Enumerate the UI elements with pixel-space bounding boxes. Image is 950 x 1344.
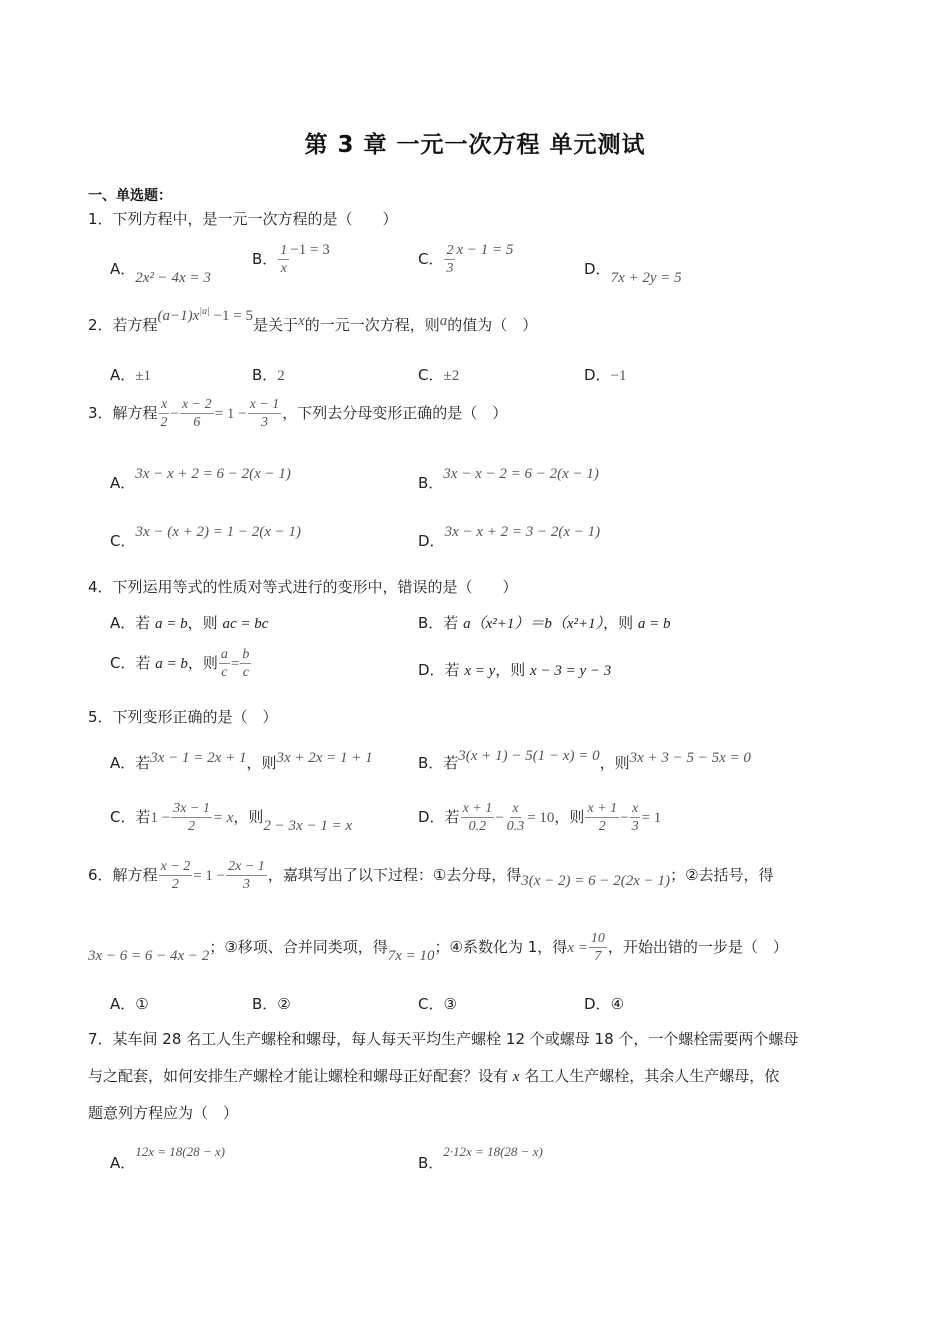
fraction: $\frac{1}{x}$ — [280, 243, 288, 276]
q3-option-c[interactable]: C．3x − (x + 2) = 1 − 2(x − 1) — [110, 524, 302, 550]
q7-option-a[interactable]: A．12x = 18(28 − x) — [110, 1144, 226, 1172]
option-expr: −1 = 3 — [290, 242, 330, 258]
question-7-line3: 题意列方程应为（ ） — [88, 1104, 239, 1122]
q3-option-a[interactable]: A．3x − x + 2 = 6 − 2(x − 1) — [110, 466, 291, 492]
question-2-stem: 2．若方程$(a-1)x^{|a|} -1 = 5$是关于x的一元一次方程，则a的值为（ ） — [88, 306, 538, 334]
q6-option-b[interactable]: B．② — [252, 995, 291, 1013]
q4-option-b[interactable]: B．若 a（x²+1）＝b（x²+1），则 a = b — [418, 614, 671, 632]
q5-option-c[interactable]: C．若1 − $\frac{3x - 1}{2}$ = x，则2 − 3x − 1 = x — [110, 801, 353, 834]
question-3-stem: 3．解方程 $\frac{x}{2}$ − $\frac{x - 2}{6}$ = 1 − $\frac{x - 1}{3}$ ，下列去分母变形正确的是（ ） — [88, 397, 508, 430]
q2-option-d[interactable]: D．−1 — [584, 366, 627, 384]
q7-option-b[interactable]: B．2·12x = 18(28 − x) — [418, 1144, 543, 1172]
option-label: A． — [110, 260, 136, 278]
q2-option-c[interactable]: C．±2 — [418, 366, 460, 384]
option-label: B． — [252, 250, 278, 268]
option-label: C． — [418, 250, 444, 268]
q4-option-d[interactable]: D．若 x = y，则 x − 3 = y − 3 — [418, 661, 612, 679]
section-heading: 一、单选题： — [88, 188, 172, 204]
page-title: 第 3 章 一元一次方程 单元测试 — [304, 132, 646, 158]
q5-option-d[interactable]: D．若 $\frac{x + 1}{0.2}$ − $\frac{x}{0.3}$ = 10，则 $\frac{x + 1}{2}$ − $\frac{x}{3}$ = 1 — [418, 801, 662, 834]
q1-option-d[interactable] — [584, 258, 682, 286]
q5-option-a[interactable]: A．若3x − 1 = 2x + 1，则3x + 2x = 1 + 1 — [110, 750, 373, 772]
q2-option-b[interactable]: B．2 — [252, 366, 285, 384]
q2-option-a[interactable]: A．±1 — [110, 366, 151, 384]
q5-option-b[interactable]: B．若3(x + 1) − 5(1 − x) = 0，则3x + 3 − 5 − 5x = 0 — [418, 748, 751, 772]
option-expr: x − 1 = 5 — [456, 242, 514, 258]
question-4-stem: 4．下列运用等式的性质对等式进行的变形中，错误的是（ ） — [88, 578, 518, 596]
option-expr: 2x² − 4x = 3 — [135, 270, 211, 286]
q3-option-d[interactable]: D．3x − x + 2 = 3 − 2(x − 1) — [418, 524, 601, 550]
q6-option-d[interactable]: D．④ — [584, 995, 625, 1013]
option-expr: 7x + 2y = 5 — [610, 270, 682, 286]
question-5-stem: 5．下列变形正确的是（ ） — [88, 708, 278, 726]
question-1-stem: 1．下列方程中，是一元一次方程的是（ ） — [88, 210, 398, 228]
option-label: D． — [584, 260, 611, 278]
fraction: $\frac{2}{3}$ — [446, 243, 454, 276]
question-7-line1: 7．某车间 28 名工人生产螺栓和螺母，每人每天平均生产螺栓 12 个或螺母 18 个，一个螺栓需要两个螺母 — [88, 1030, 799, 1048]
q1-option-c[interactable] — [418, 242, 513, 277]
q3-option-b[interactable]: B．3x − x − 2 = 6 − 2(x − 1) — [418, 466, 599, 492]
q4-option-c[interactable]: C．若 a = b，则 $\frac{a}{c}$ = $\frac{b}{c}$ — [110, 647, 250, 680]
q1-option-a[interactable] — [110, 258, 211, 286]
q6-option-c[interactable]: C．③ — [418, 995, 457, 1013]
q1-option-b[interactable] — [252, 242, 330, 277]
question-7-line2: 与之配套，如何安排生产螺栓才能让螺栓和螺母正好配套？设有 x 名工人生产螺栓，其余人生产螺母，依 — [88, 1067, 780, 1085]
question-6-stem-line1: 6．解方程 $\frac{x - 2}{2}$ = 1 − $\frac{2x - 1}{3}$ ，嘉琪写出了以下过程：①去分母，得3(x − 2) = 6 − 2(2x − 1)；②去括号，得 — [88, 859, 774, 892]
question-6-stem-line2: 3x − 6 = 6 − 4x − 2；③移项、合并同类项，得7x = 10；④系数化为 1，得x = $\frac{10}{7}$ ，开始出错的一步是（ ） — [88, 931, 788, 964]
q4-option-a[interactable]: A．若 a = b，则 ac = bc — [110, 614, 269, 632]
q6-option-a[interactable]: A．① — [110, 995, 149, 1013]
